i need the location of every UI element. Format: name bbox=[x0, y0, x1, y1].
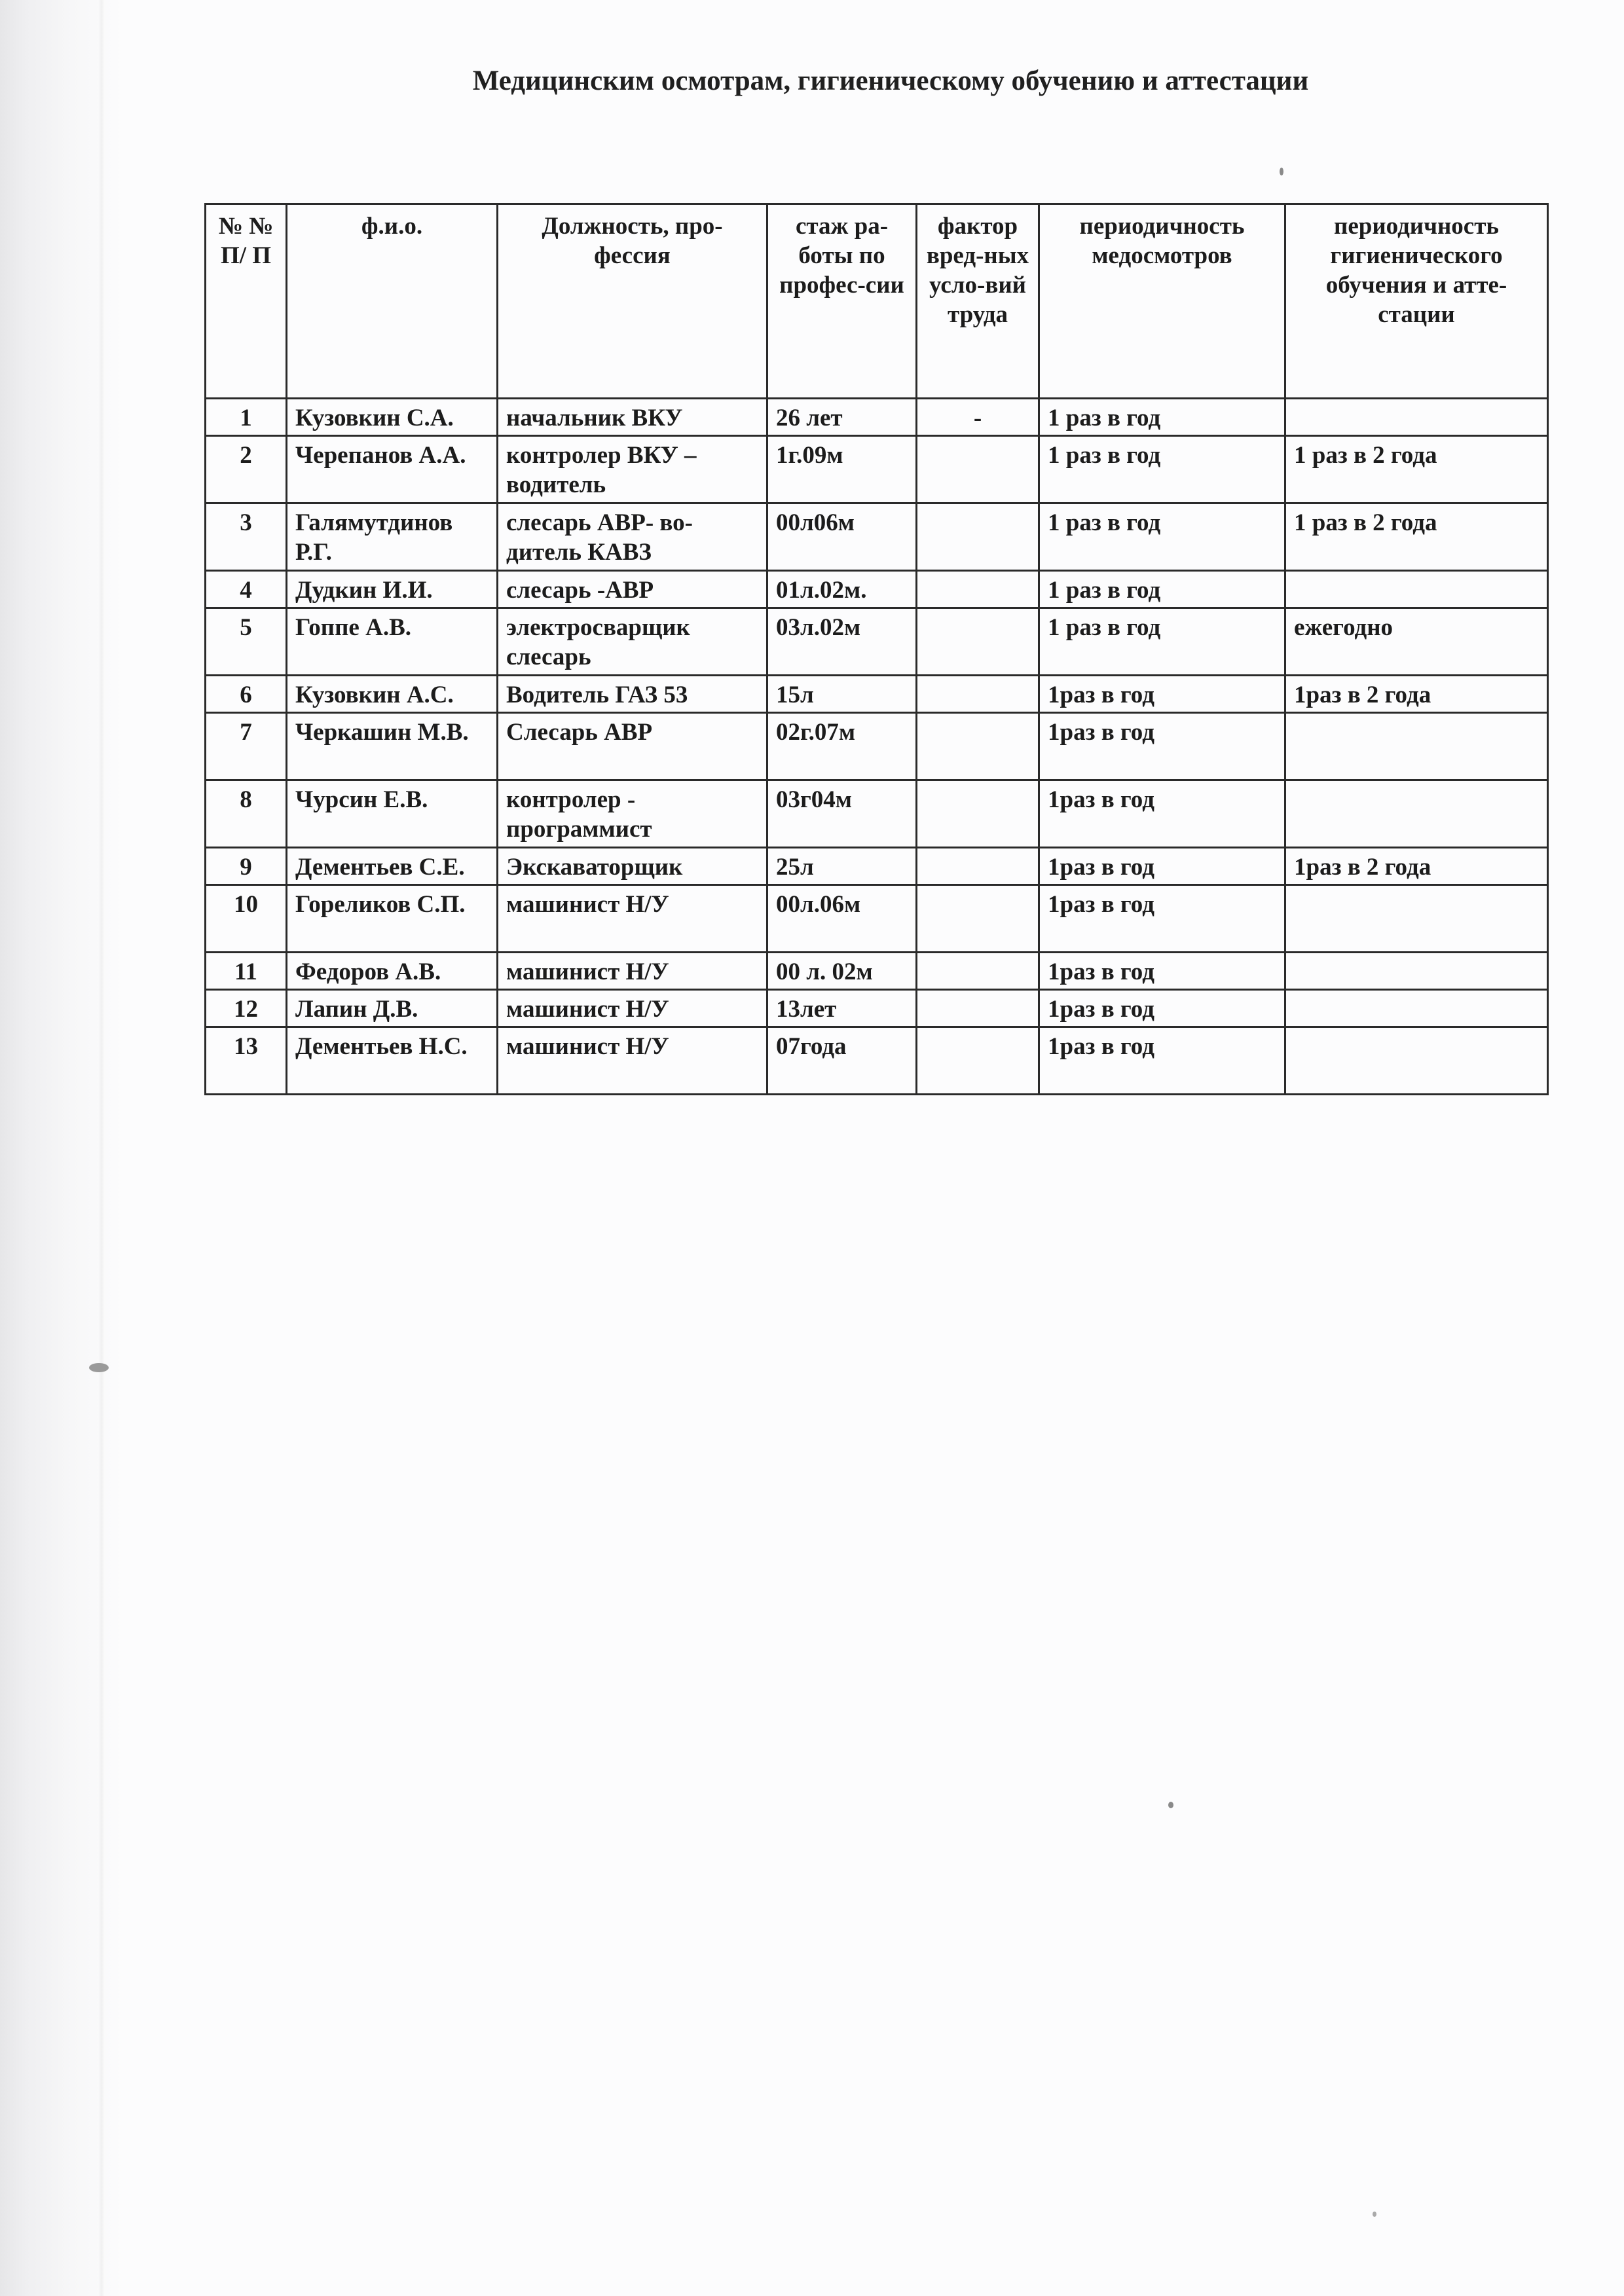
cell-name: Черкашин М.В. bbox=[287, 713, 498, 780]
table-row bbox=[206, 503, 1548, 571]
cell-harm-factor bbox=[917, 885, 1039, 953]
cell-experience: 03л.02м bbox=[767, 608, 917, 676]
page-title: Медицинским осмотрам, гигиеническому обучению и аттестации bbox=[472, 65, 1309, 96]
cell-name: Кузовкин А.С. bbox=[287, 676, 498, 713]
cell-hygiene-frequency bbox=[1285, 399, 1548, 436]
scan-speck bbox=[1280, 168, 1283, 175]
cell-med-frequency: 1раз в год bbox=[1039, 713, 1285, 780]
cell-number: 4 bbox=[206, 571, 287, 608]
cell-hygiene-frequency: 1 раз в 2 года bbox=[1285, 436, 1548, 503]
cell-med-frequency: 1 раз в год bbox=[1039, 608, 1285, 676]
cell-harm-factor bbox=[917, 676, 1039, 713]
cell-number: 9 bbox=[206, 848, 287, 885]
cell-hygiene-frequency: 1 раз в 2 года bbox=[1285, 503, 1548, 571]
cell-hygiene-frequency bbox=[1285, 1027, 1548, 1095]
cell-name: Чурсин Е.В. bbox=[287, 780, 498, 848]
table-row bbox=[206, 436, 1548, 503]
cell-experience: 15л bbox=[767, 676, 917, 713]
cell-med-frequency: 1раз в год bbox=[1039, 780, 1285, 848]
table-row bbox=[206, 608, 1548, 676]
cell-number: 3 bbox=[206, 503, 287, 571]
cell-experience: 00л06м bbox=[767, 503, 917, 571]
cell-hygiene-frequency bbox=[1285, 780, 1548, 848]
header-med-frequency: периодичность медосмотров bbox=[1039, 204, 1285, 399]
cell-name: Дементьев С.Е. bbox=[287, 848, 498, 885]
cell-med-frequency: 1 раз в год bbox=[1039, 436, 1285, 503]
cell-med-frequency: 1раз в год bbox=[1039, 953, 1285, 990]
cell-name: Дементьев Н.С. bbox=[287, 1027, 498, 1095]
cell-number: 1 bbox=[206, 399, 287, 436]
cell-name: Федоров А.В. bbox=[287, 953, 498, 990]
cell-position: электросварщик слесарь bbox=[498, 608, 767, 676]
cell-med-frequency: 1раз в год bbox=[1039, 676, 1285, 713]
cell-harm-factor bbox=[917, 713, 1039, 780]
cell-harm-factor bbox=[917, 990, 1039, 1027]
cell-harm-factor bbox=[917, 571, 1039, 608]
header-number: № № П/ П bbox=[206, 204, 287, 399]
cell-med-frequency: 1 раз в год bbox=[1039, 503, 1285, 571]
cell-number: 13 bbox=[206, 1027, 287, 1095]
cell-experience: 03г04м bbox=[767, 780, 917, 848]
cell-name: Дудкин И.И. bbox=[287, 571, 498, 608]
cell-position: слесарь -АВР bbox=[498, 571, 767, 608]
medical-exam-table bbox=[204, 203, 1549, 1095]
cell-experience: 07года bbox=[767, 1027, 917, 1095]
cell-experience: 00 л. 02м bbox=[767, 953, 917, 990]
cell-hygiene-frequency: ежегодно bbox=[1285, 608, 1548, 676]
cell-experience: 02г.07м bbox=[767, 713, 917, 780]
cell-position: машинист Н/У bbox=[498, 885, 767, 953]
header-position: Должность, про-фессия bbox=[498, 204, 767, 399]
cell-med-frequency: 1раз в год bbox=[1039, 885, 1285, 953]
cell-position: Водитель ГАЗ 53 bbox=[498, 676, 767, 713]
cell-number: 7 bbox=[206, 713, 287, 780]
table-header-row bbox=[206, 204, 1548, 399]
cell-name: Гоппе А.В. bbox=[287, 608, 498, 676]
cell-number: 6 bbox=[206, 676, 287, 713]
cell-med-frequency: 1 раз в год bbox=[1039, 399, 1285, 436]
cell-position: начальник ВКУ bbox=[498, 399, 767, 436]
cell-harm-factor bbox=[917, 848, 1039, 885]
cell-number: 10 bbox=[206, 885, 287, 953]
cell-experience: 25л bbox=[767, 848, 917, 885]
table-row bbox=[206, 676, 1548, 713]
cell-number: 11 bbox=[206, 953, 287, 990]
header-harm-factor: фактор вред-ных усло-вий труда bbox=[917, 204, 1039, 399]
cell-number: 5 bbox=[206, 608, 287, 676]
cell-harm-factor bbox=[917, 608, 1039, 676]
cell-position: Слесарь АВР bbox=[498, 713, 767, 780]
table-row bbox=[206, 399, 1548, 436]
cell-experience: 26 лет bbox=[767, 399, 917, 436]
cell-position: машинист Н/У bbox=[498, 990, 767, 1027]
cell-med-frequency: 1раз в год bbox=[1039, 990, 1285, 1027]
cell-hygiene-frequency bbox=[1285, 713, 1548, 780]
cell-number: 12 bbox=[206, 990, 287, 1027]
cell-name: Галямутдинов Р.Г. bbox=[287, 503, 498, 571]
cell-hygiene-frequency: 1раз в 2 года bbox=[1285, 676, 1548, 713]
cell-name: Лапин Д.В. bbox=[287, 990, 498, 1027]
cell-hygiene-frequency bbox=[1285, 571, 1548, 608]
scan-fold-line bbox=[98, 0, 105, 2296]
header-experience: стаж ра-боты по профес-сии bbox=[767, 204, 917, 399]
scan-speck bbox=[1168, 1802, 1173, 1808]
cell-experience: 1г.09м bbox=[767, 436, 917, 503]
cell-position: Экскаваторщик bbox=[498, 848, 767, 885]
header-name: ф.и.о. bbox=[287, 204, 498, 399]
cell-hygiene-frequency: 1раз в 2 года bbox=[1285, 848, 1548, 885]
table-row bbox=[206, 571, 1548, 608]
table-row bbox=[206, 780, 1548, 848]
table-row bbox=[206, 1027, 1548, 1095]
scan-speck bbox=[89, 1363, 109, 1372]
cell-name: Гореликов С.П. bbox=[287, 885, 498, 953]
cell-med-frequency: 1раз в год bbox=[1039, 848, 1285, 885]
cell-position: слесарь АВР- во-дитель КАВЗ bbox=[498, 503, 767, 571]
cell-position: машинист Н/У bbox=[498, 953, 767, 990]
cell-position: контролер - программист bbox=[498, 780, 767, 848]
cell-experience: 13лет bbox=[767, 990, 917, 1027]
table-row bbox=[206, 990, 1548, 1027]
cell-position: контролер ВКУ – водитель bbox=[498, 436, 767, 503]
cell-harm-factor bbox=[917, 1027, 1039, 1095]
cell-harm-factor bbox=[917, 953, 1039, 990]
scan-edge-shadow bbox=[0, 0, 124, 2296]
cell-harm-factor: - bbox=[917, 399, 1039, 436]
cell-hygiene-frequency bbox=[1285, 953, 1548, 990]
cell-number: 8 bbox=[206, 780, 287, 848]
cell-harm-factor bbox=[917, 503, 1039, 571]
cell-position: машинист Н/У bbox=[498, 1027, 767, 1095]
cell-harm-factor bbox=[917, 436, 1039, 503]
scan-speck bbox=[1373, 2212, 1376, 2217]
cell-number: 2 bbox=[206, 436, 287, 503]
cell-hygiene-frequency bbox=[1285, 885, 1548, 953]
table-row bbox=[206, 953, 1548, 990]
cell-name: Черепанов А.А. bbox=[287, 436, 498, 503]
cell-harm-factor bbox=[917, 780, 1039, 848]
table-row bbox=[206, 848, 1548, 885]
cell-hygiene-frequency bbox=[1285, 990, 1548, 1027]
cell-med-frequency: 1раз в год bbox=[1039, 1027, 1285, 1095]
cell-name: Кузовкин С.А. bbox=[287, 399, 498, 436]
cell-experience: 00л.06м bbox=[767, 885, 917, 953]
cell-experience: 01л.02м. bbox=[767, 571, 917, 608]
header-hygiene-frequency: периодичность гигиенического обучения и атте-стации bbox=[1285, 204, 1548, 399]
table-row bbox=[206, 713, 1548, 780]
cell-med-frequency: 1 раз в год bbox=[1039, 571, 1285, 608]
table-row bbox=[206, 885, 1548, 953]
